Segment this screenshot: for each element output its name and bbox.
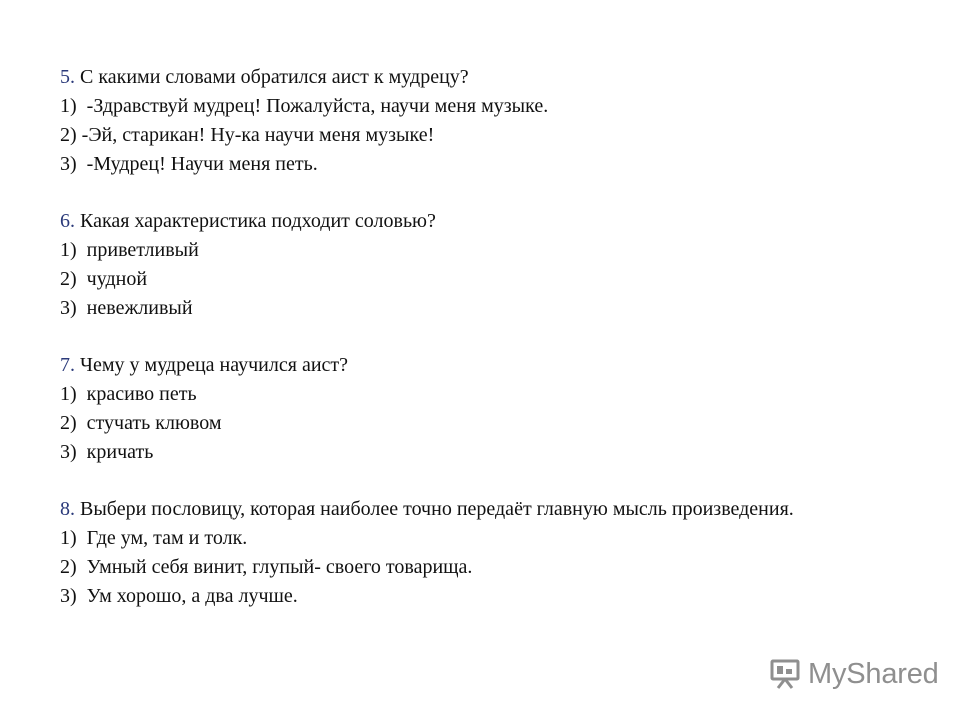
answer-option: 1) приветливый	[60, 239, 199, 261]
answer-option: 3) невежливый	[60, 297, 193, 319]
question-5	[60, 63, 920, 179]
question-number: 8.	[60, 498, 75, 520]
question-heading	[60, 495, 920, 524]
question-number: 5.	[60, 66, 75, 88]
answer-option: 1) Где ум, там и толк.	[60, 527, 248, 549]
answer-option: 1) красиво петь	[60, 383, 197, 405]
myshared-watermark[interactable]	[768, 656, 939, 692]
question-heading	[60, 351, 920, 380]
question-text: Чему у мудреца научился аист?	[75, 354, 349, 376]
question-number: 7.	[60, 354, 75, 376]
quiz-slide	[60, 63, 920, 639]
question-heading	[60, 63, 920, 92]
watermark-text: MyShared	[808, 657, 939, 690]
answer-option: 2) стучать клювом	[60, 412, 222, 434]
question-number: 6.	[60, 210, 75, 232]
answer-option: 3) кричать	[60, 441, 154, 463]
answer-option: 2) Умный себя винит, глупый- своего товарища.	[60, 556, 473, 578]
question-text: Выбери пословицу, которая наиболее точно передаёт главную мысль произведения.	[75, 498, 794, 520]
answer-option: 3) -Мудрец! Научи меня петь.	[60, 153, 318, 175]
question-6	[60, 207, 920, 323]
question-7	[60, 351, 920, 467]
answer-option: 2) чудной	[60, 268, 148, 290]
question-text: С какими словами обратился аист к мудрецу?	[75, 66, 469, 88]
question-text: Какая характеристика подходит соловью?	[75, 210, 436, 232]
answer-option: 2) -Эй, старикан! Ну-ка научи меня музыке!	[60, 124, 435, 146]
question-heading	[60, 207, 920, 236]
answer-option: 3) Ум хорошо, а два лучше.	[60, 585, 298, 607]
presentation-board-icon	[768, 657, 802, 691]
answer-option: 1) -Здравствуй мудрец! Пожалуйста, научи меня музыке.	[60, 95, 549, 117]
question-8	[60, 495, 920, 611]
